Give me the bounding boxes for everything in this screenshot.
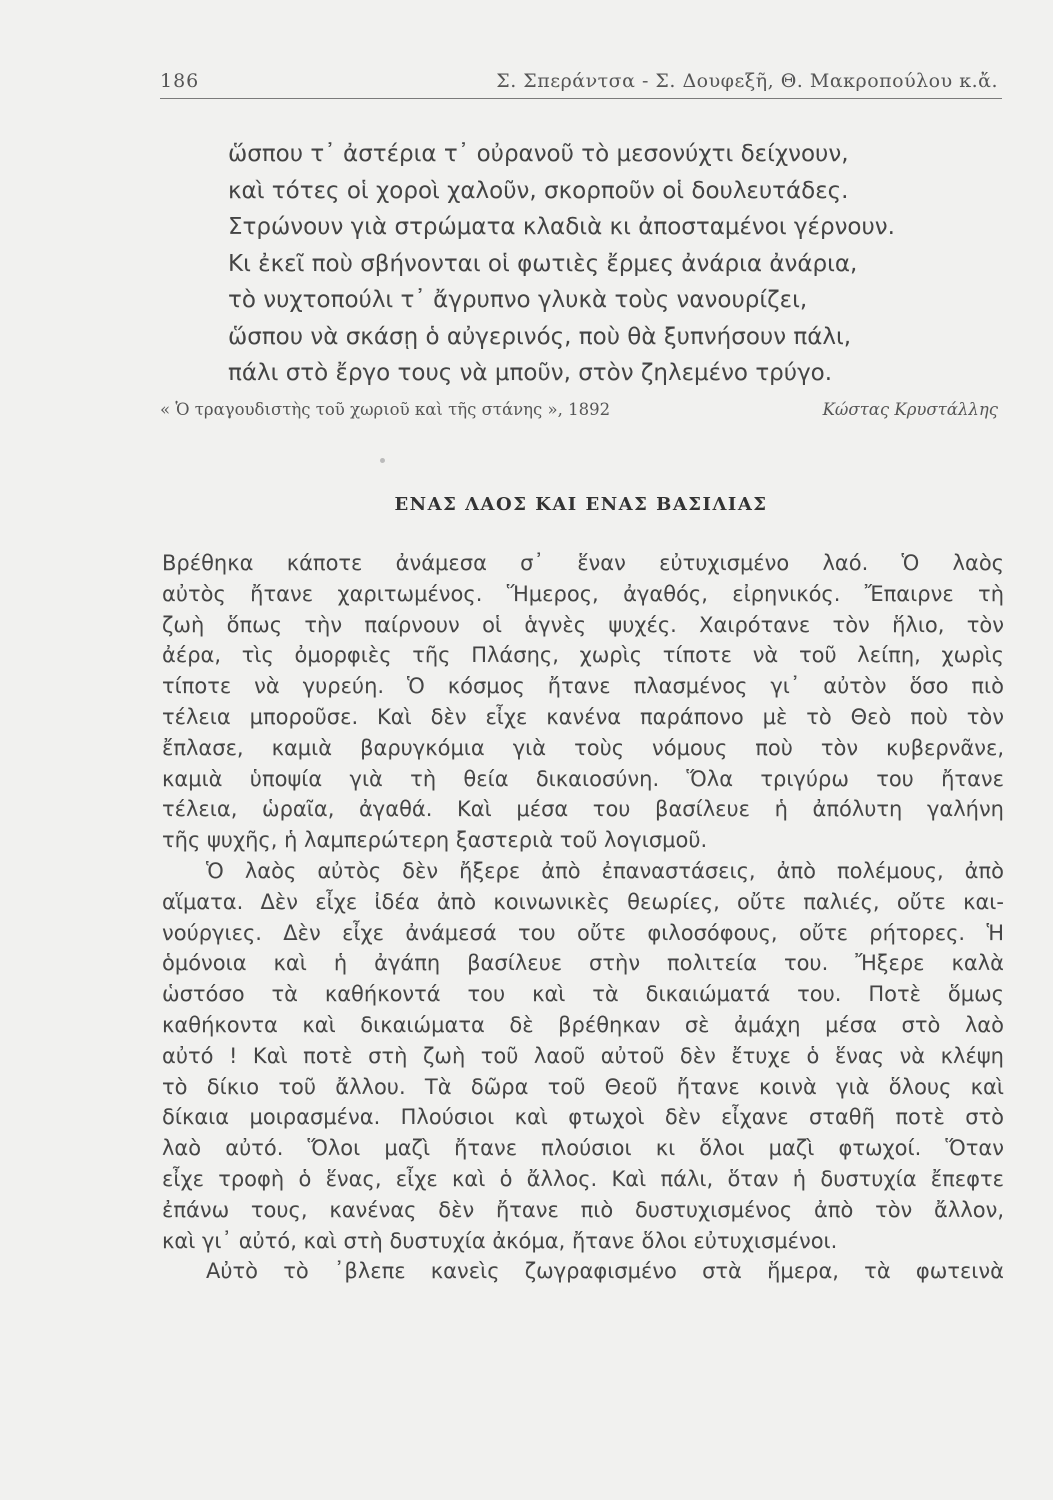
body-line: τῆς ψυχῆς, ἡ λαμπερώτερη ξαστεριὰ τοῦ λογισμοῦ.: [162, 828, 708, 853]
body-line: τέλεια, ὡραῖα, ἀγαθά. Καὶ μέσα του βασίλευε ἡ ἀπόλυτη γαλήνη: [162, 797, 1004, 822]
poem-line: τὸ νυχτοπούλι τ᾽ ἄγρυπνο γλυκὰ τοὺς νανουρίζει,: [228, 287, 808, 313]
poem-line: Στρώνουν γιὰ στρώματα κλαδιὰ κι ἀποσταμένοι γέρνουν.: [228, 214, 895, 240]
section-title: ΕΝΑΣ ΛΑΟΣ ΚΑΙ ΕΝΑΣ ΒΑΣΙΛΙΑΣ: [394, 494, 768, 515]
body-line: τέλεια μποροῦσε. Καὶ δὲν εἶχε κανένα παράπονο μὲ τὸ Θεὸ ποὺ τὸν: [162, 704, 1004, 729]
poem-excerpt: [228, 136, 1008, 392]
body-line: αὐτό ! Καὶ ποτὲ στὴ ζωὴ τοῦ λαοῦ αὐτοῦ δὲν ἔτυχε ὁ ἕνας νὰ κλέψη: [162, 1043, 1004, 1068]
body-line: καμιὰ ὑποψία γιὰ τὴ θεία δικαιοσύνη. Ὅλα τριγύρω του ἤτανε: [162, 766, 1004, 791]
body-line: ἐπάνω τους, κανένας δὲν ἤτανε πιὸ δυστυχισμένος ἀπὸ τὸν ἄλλον,: [162, 1197, 1004, 1222]
ink-speck: [380, 458, 385, 463]
poem-line: πάλι στὸ ἔργο τους νὰ μποῦν, στὸν ζηλεμένο τρύγο.: [228, 360, 833, 386]
body-line: Ὁ λαὸς αὐτὸς δὲν ἤξερε ἀπὸ ἐπαναστάσεις, ἀπὸ πολέμους, ἀπὸ: [206, 858, 1004, 883]
page-number: 186: [160, 70, 200, 92]
citation-author: Κώστας Κρυστάλλης: [822, 400, 998, 419]
body-line: λαὸ αὐτό. Ὅλοι μαζὶ ἤτανε πλούσιοι κι ὅλοι μαζὶ φτωχοί. Ὅταν: [162, 1136, 1004, 1161]
citation-source: « Ὁ τραγουδιστὴς τοῦ χωριοῦ καὶ τῆς στάνης », 1892: [160, 400, 611, 419]
prose-body: [162, 548, 1004, 1287]
body-line: εἶχε τροφὴ ὁ ἕνας, εἶχε καὶ ὁ ἄλλος. Καὶ πάλι, ὅταν ἡ δυστυχία ἔπεφτε: [162, 1166, 1004, 1191]
poem-line: ὥσπου νὰ σκάσῃ ὁ αὐγερινός, ποὺ θὰ ξυπνήσουν πάλι,: [228, 323, 852, 350]
body-line: Αὐτὸ τὸ ᾽βλεπε κανεὶς ζωγραφισμένο στὰ ἥμερα, τὰ φωτεινὰ: [206, 1259, 1004, 1284]
poem-line: καὶ τότες οἱ χοροὶ χαλοῦν, σκορποῦν οἱ δουλευτάδες.: [228, 177, 849, 204]
body-line: ὁμόνοια καὶ ἡ ἀγάπη βασίλευε στὴν πολιτεία του. Ἤξερε καλὰ: [162, 951, 1004, 976]
body-line: ἀέρα, τὶς ὀμορφιὲς τῆς Πλάσης, χωρὶς τίποτε νὰ τοῦ λείπη, χωρὶς: [162, 643, 1004, 668]
page-header: [160, 64, 1002, 99]
poem-line: ὥσπου τ᾽ ἀστέρια τ᾽ οὐρανοῦ τὸ μεσονύχτι δείχνουν,: [228, 141, 849, 167]
body-line: αἵματα. Δὲν εἶχε ἰδέα ἀπὸ κοινωνικὲς θεωρίες, οὔτε παλιές, οὔτε και-: [162, 889, 1004, 914]
body-line: δίκαια μοιρασμένα. Πλούσιοι καὶ φτωχοὶ δὲν εἶχανε σταθῆ ποτὲ στὸ: [162, 1105, 1004, 1130]
body-line: Βρέθηκα κάποτε ἀνάμεσα σ᾽ ἕναν εὐτυχισμένο λαό. Ὁ λαὸς: [162, 551, 1004, 575]
body-line: αὐτὸς ἤτανε χαριτωμένος. Ἥμερος, ἀγαθός, εἰρηνικός. Ἔπαιρνε τὴ: [162, 581, 1004, 606]
body-line: ζωὴ ὅπως τὴν παίρνουν οἱ ἁγνὲς ψυχές. Χαιρότανε τὸν ἥλιο, τὸν: [162, 612, 1004, 637]
body-line: καὶ γι᾽ αὐτό, καὶ στὴ δυστυχία ἀκόμα, ἤτανε ὅλοι εὐτυχισμένοι.: [162, 1228, 838, 1253]
poem-line: Κι ἐκεῖ ποὺ σβήνονται οἱ φωτιὲς ἔρμες ἀνάρια ἀνάρια,: [228, 250, 858, 277]
body-line: τίποτε νὰ γυρεύη. Ὁ κόσμος ἤτανε πλασμένος γι᾽ αὐτὸν ὅσο πιὸ: [162, 674, 1004, 699]
running-title: Σ. Σπεράντσα - Σ. Δουφεξῆ, Θ. Μακροπούλου κ.ἄ.: [496, 70, 998, 92]
body-line: ἔπλασε, καμιὰ βαρυγκόμια γιὰ τοὺς νόμους ποὺ τὸν κυβερνᾶνε,: [162, 735, 1004, 760]
body-line: νούργιες. Δὲν εἶχε ἀνάμεσά του οὔτε φιλοσόφους, οὔτε ρήτορες. Ἡ: [162, 920, 1004, 945]
body-line: ὡστόσο τὰ καθήκοντά του καὶ τὰ δικαιώματά του. Ποτὲ ὅμως: [162, 982, 1004, 1007]
body-line: τὸ δίκιο τοῦ ἄλλου. Τὰ δῶρα τοῦ Θεοῦ ἤτανε κοινὰ γιὰ ὅλους καὶ: [162, 1074, 1004, 1099]
body-line: καθήκοντα καὶ δικαιώματα δὲ βρέθηκαν σὲ ἀμάχη μέσα στὸ λαὸ: [162, 1012, 1004, 1037]
